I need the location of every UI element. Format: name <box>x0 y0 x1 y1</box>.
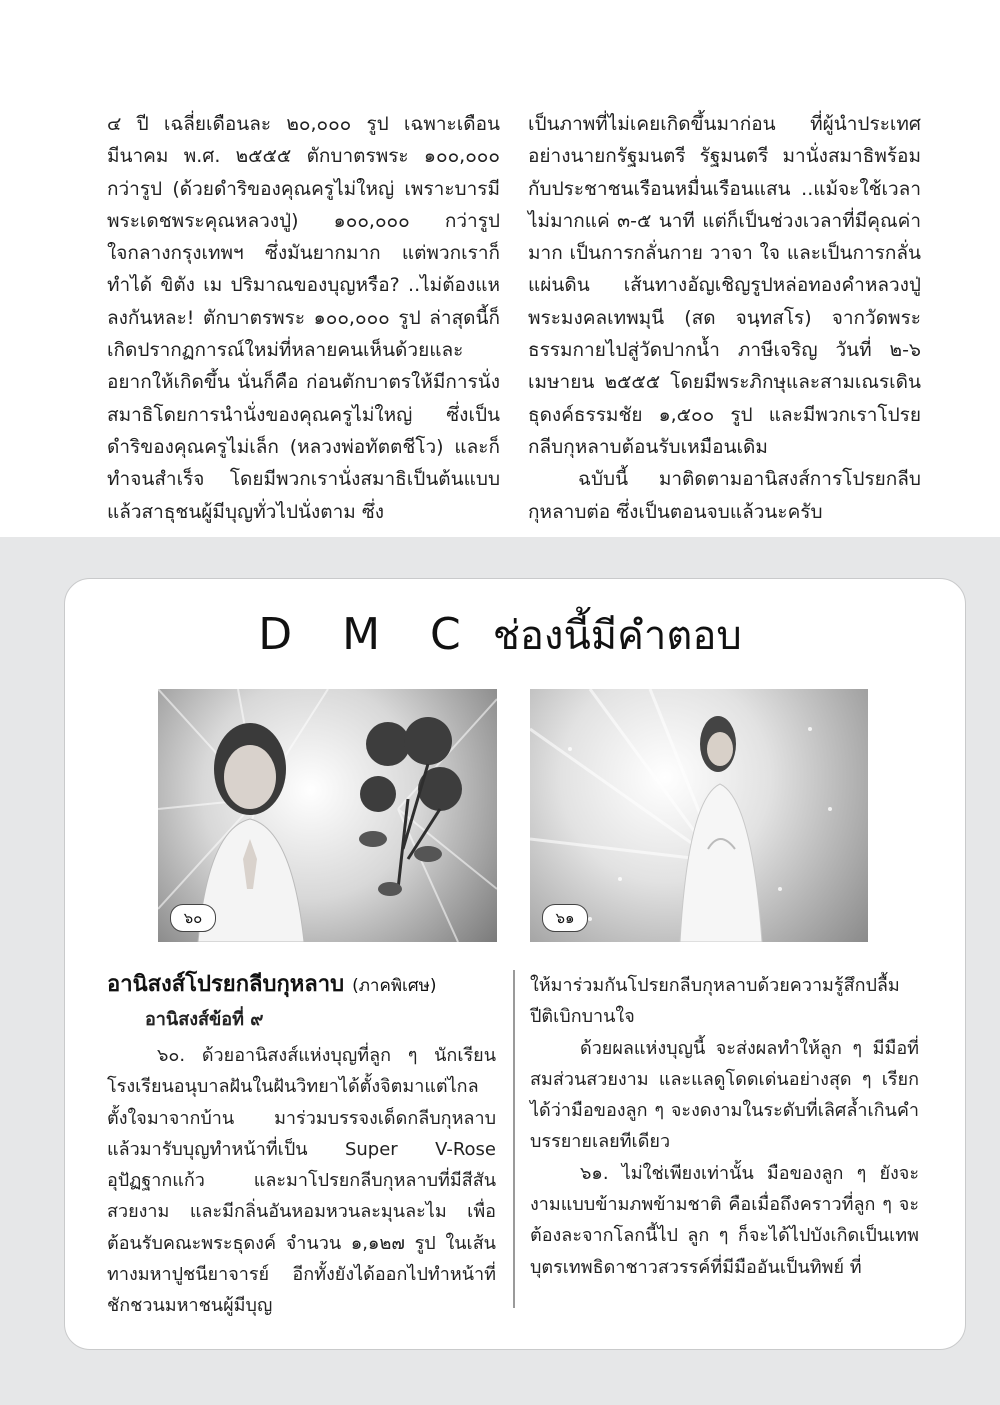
top-right-column <box>528 108 921 528</box>
celestial-woman-illustration <box>530 689 868 942</box>
card-right-paragraph-3: ๖๑. ไม่ใช่เพียงเท่านั้น มือของลูก ๆ ยังจะงามแบบข้ามภพข้ามชาติ คือเมื่อถึงคราวที่ลูก ๆ จะต้องละจากโลกนี้ไป ลูก ๆ ก็จะได้ไปบังเกิดเป็นเทพบุตรเทพธิดาชาวสวรรค์ที่มีมืออันเป็นทิพย์ ที่ <box>530 1162 919 1278</box>
card-left-paragraph-1: ๖๐. ด้วยอานิสงส์แห่งบุญที่ลูก ๆ นักเรียนโรงเรียนอนุบาลฝันในฝันวิทยาได้ตั้งจิตมาแต่ไกล ตั้งใจมาจากบ้าน มาร่วมบรรจงเด็ดกลีบกุหลาบ แล้วมารับบุญทำหน้าที่เป็น Super V-Rose อุปัฏฐากแก้ว และมาโปรยกลีบกุหลาบที่มีสีสันสวยงาม และมีกลิ่นอันหอมหวนละมุนละไม เพื่อต้อนรับคณะพระธุดงค์ จำนวน ๑,๑๒๗ รูป ในเส้นทางมหาปูชนียาจารย์ อีกทั้งยังได้ออกไปทำหน้าที่ชักชวนมหาชนผู้มีบุญ <box>107 1045 496 1317</box>
girl-roses-illustration <box>158 689 497 942</box>
card-right-paragraph-1: ให้มาร่วมกันโปรยกลีบกุหลาบด้วยความรู้สึกปลื้มปีติเบิกบานใจ <box>530 975 900 1028</box>
card-title-thai: ช่องนี้มีคำตอบ <box>492 613 742 659</box>
top-right-paragraph-1: เป็นภาพที่ไม่เคยเกิดขึ้นมาก่อน ที่ผู้นำประเทศอย่างนายกรัฐมนตรี รัฐมนตรี มานั่งสมาธิพร้อมกับประชาชนเรือนหมื่นเรือนแสน ..แม้จะใช้เวลาไม่มากแค่ ๓-๕ นาที แต่ก็เป็นช่วงเวลาที่มีคุณค่ามาก เป็นการกลั่นกาย วาจา ใจ และเป็นการกลั่นแผ่นดิน เส้นทางอัญเชิญรูปหล่อทองคำหลวงปู่ พระมงคลเทพมุนี (สด จนฺทสโร) จากวัดพระธรรมกายไปสู่วัดปากน้ำ ภาษีเจริญ วันที่ ๒-๖ เมษายน ๒๕๕๕ โดยมีพระภิกษุและสามเณรเดินธุดงค์ธรรมชัย ๑,๕๐๐ รูป และมีพวกเราโปรยกลีบกุหลาบต้อนรับเหมือนเดิม <box>528 113 921 458</box>
section-title-subtitle: (ภาคพิเศษ) <box>352 976 437 996</box>
card-title-latin: D M C <box>258 609 479 660</box>
photo-number-badge: ๖๐ <box>170 904 216 932</box>
photo-celestial-woman <box>530 689 868 942</box>
card-right-column <box>530 970 919 1283</box>
section-subheading: อานิสงส์ข้อที่ ๙ <box>145 1009 264 1030</box>
column-divider <box>513 970 515 1308</box>
section-title <box>107 970 437 1001</box>
top-left-paragraph-1: ๔ ปี เฉลี่ยเดือนละ ๒๐,๐๐๐ รูป เฉพาะเดือนมีนาคม พ.ศ. ๒๕๕๕ ตักบาตรพระ ๑๐๐,๐๐๐ กว่ารูป (ด้วยดำริของคุณครูไม่ใหญ่ เพราะบารมีพระเดชพระคุณหลวงปู่) ๑๐๐,๐๐๐ กว่ารูป ใจกลางกรุงเทพฯ ซึ่งมันยากมาก แต่พวกเราก็ทำได้ ขิตัง เม ปริมาณของบุญหรือ? ..ไม่ต้องแหลงกันหละ! ตักบาตรพระ ๑๐๐,๐๐๐ รูป ล่าสุดนี้ก็เกิดปรากฏการณ์ใหม่ที่หลายคนเห็นด้วยและอยากให้เกิดขึ้น นั่นก็คือ ก่อนตักบาตรให้มีการนั่งสมาธิโดยการนำนั่งของคุณครูไม่ใหญ่ ซึ่งเป็นดำริของคุณครูไม่เล็ก (หลวงพ่อทัตตชีโว) และก็ทำจนสำเร็จ โดยมีพวกเรานั่งสมาธิเป็นต้นแบบ แล้วสาธุชนผู้มีบุญทั่วไปนั่งตาม ซึ่ง <box>107 113 500 523</box>
card-right-paragraph-2: ด้วยผลแห่งบุญนี้ จะส่งผลทำให้ลูก ๆ มีมือที่สมส่วนสวยงาม และแลดูโดดเด่นอย่างสุด ๆ เรียกได้ว่ามือของลูก ๆ จะงดงามในระดับที่เลิศล้ำเกินคำบรรยายเลยทีเดียว <box>530 1037 919 1153</box>
card-left-column <box>107 1040 496 1322</box>
section-title-main: อานิสงส์โปรยกลีบกุหลาบ <box>107 972 345 997</box>
photo-number-badge: ๖๑ <box>542 904 588 932</box>
photo-girl-with-roses <box>158 689 497 942</box>
top-left-column <box>107 108 500 528</box>
top-right-paragraph-2: ฉบับนี้ มาติดตามอานิสงส์การโปรยกลีบกุหลาบต่อ ซึ่งเป็นตอนจบแล้วนะครับ <box>528 468 921 523</box>
card-title <box>0 605 1000 666</box>
